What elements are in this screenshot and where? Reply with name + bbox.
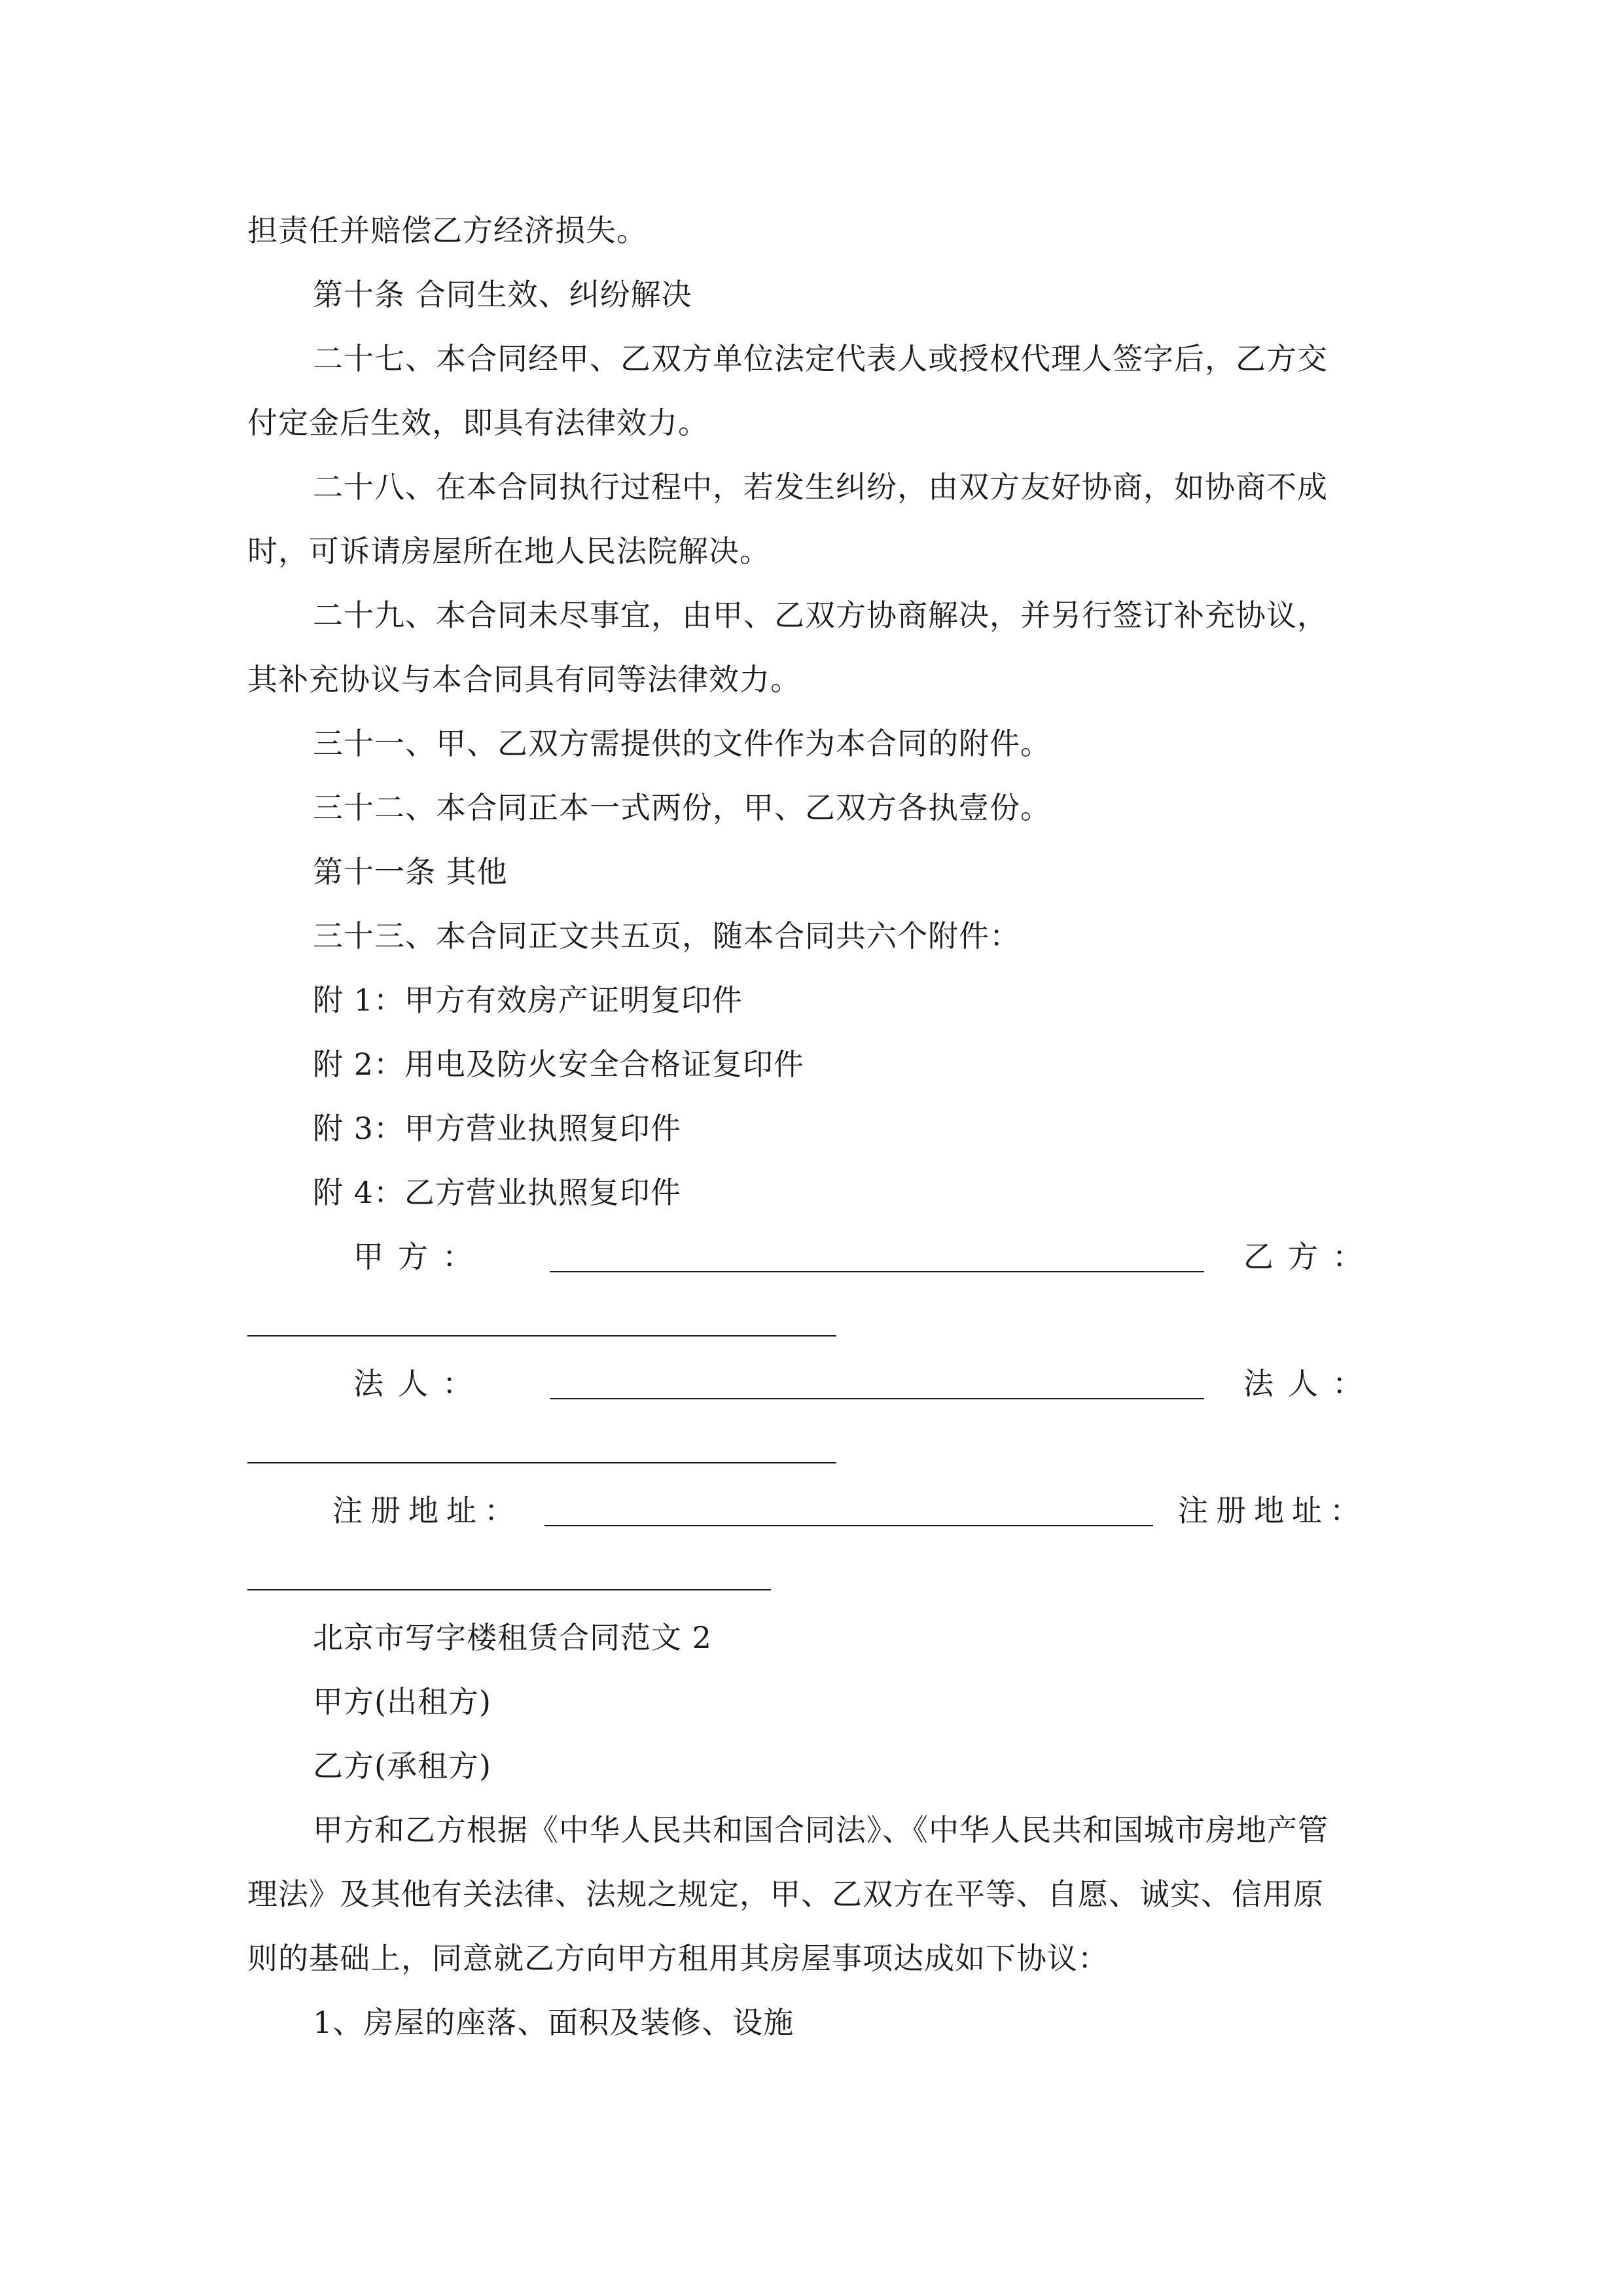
address-b-line: [247, 1589, 771, 1590]
attachment-item: 附 4：乙方营业执照复印件: [313, 1175, 681, 1210]
paragraph-line: 则的基础上，同意就乙方向甲方租用其房屋事项达成如下协议：: [247, 1941, 1109, 1976]
paragraph-line: 三十三、本合同正文共五页，随本合同共六个附件：: [313, 918, 1020, 954]
party-a-label: 甲方：: [353, 1239, 487, 1274]
paragraph-line: 理法》及其他有关法律、法规之规定，甲、乙双方在平等、自愿、诚实、信用原: [247, 1876, 1324, 1912]
party-a-signature-line: [550, 1271, 1204, 1272]
document-subtitle: 北京市写字楼租赁合同范文 2: [313, 1620, 712, 1655]
attachment-item: 附 3：甲方营业执照复印件: [313, 1111, 681, 1146]
legal-rep-a-label: 法人：: [353, 1366, 487, 1401]
party-b-title: 乙方(承租方): [313, 1748, 491, 1784]
paragraph-line: 甲方和乙方根据《中华人民共和国合同法》、《中华人民共和国城市房地产管: [313, 1812, 1329, 1848]
address-b-label: 注册地址：: [1178, 1493, 1368, 1528]
paragraph-line: 其补充协议与本合同具有同等法律效力。: [247, 662, 801, 697]
address-a-line: [544, 1525, 1153, 1526]
party-b-signature-line: [247, 1335, 836, 1336]
section-heading: 1、房屋的座落、面积及装修、设施: [313, 2005, 794, 2040]
attachment-item: 附 1：甲方有效房产证明复印件: [313, 982, 743, 1018]
paragraph-line: 二十七、本合同经甲、乙双方单位法定代表人或授权代理人签字后，乙方交: [313, 341, 1328, 376]
paragraph-line: 三十一、甲、乙双方需提供的文件作为本合同的附件。: [313, 726, 1051, 761]
paragraph-line: 付定金后生效，即具有法律效力。: [247, 405, 709, 440]
party-b-label: 乙方：: [1243, 1239, 1377, 1274]
paragraph-line: 二十八、在本合同执行过程中，若发生纠纷，由双方友好协商，如协商不成: [313, 469, 1328, 505]
attachment-item: 附 2：用电及防火安全合格证复印件: [313, 1047, 804, 1082]
section-heading: 第十一条 其他: [313, 854, 508, 889]
paragraph-line: 二十九、本合同未尽事宜，由甲、乙双方协商解决，并另行签订补充协议，: [313, 598, 1328, 633]
paragraph-line: 担责任并赔偿乙方经济损失。: [247, 213, 647, 248]
party-a-title: 甲方(出租方): [313, 1684, 491, 1719]
legal-rep-b-signature-line: [247, 1462, 836, 1463]
legal-rep-a-signature-line: [550, 1398, 1204, 1399]
paragraph-line: 时，可诉请房屋所在地人民法院解决。: [247, 533, 770, 569]
section-heading: 第十条 合同生效、纠纷解决: [313, 277, 692, 312]
paragraph-line: 三十二、本合同正本一式两份，甲、乙双方各执壹份。: [313, 790, 1051, 825]
address-a-label: 注册地址：: [332, 1493, 522, 1528]
legal-rep-b-label: 法人：: [1243, 1366, 1377, 1401]
